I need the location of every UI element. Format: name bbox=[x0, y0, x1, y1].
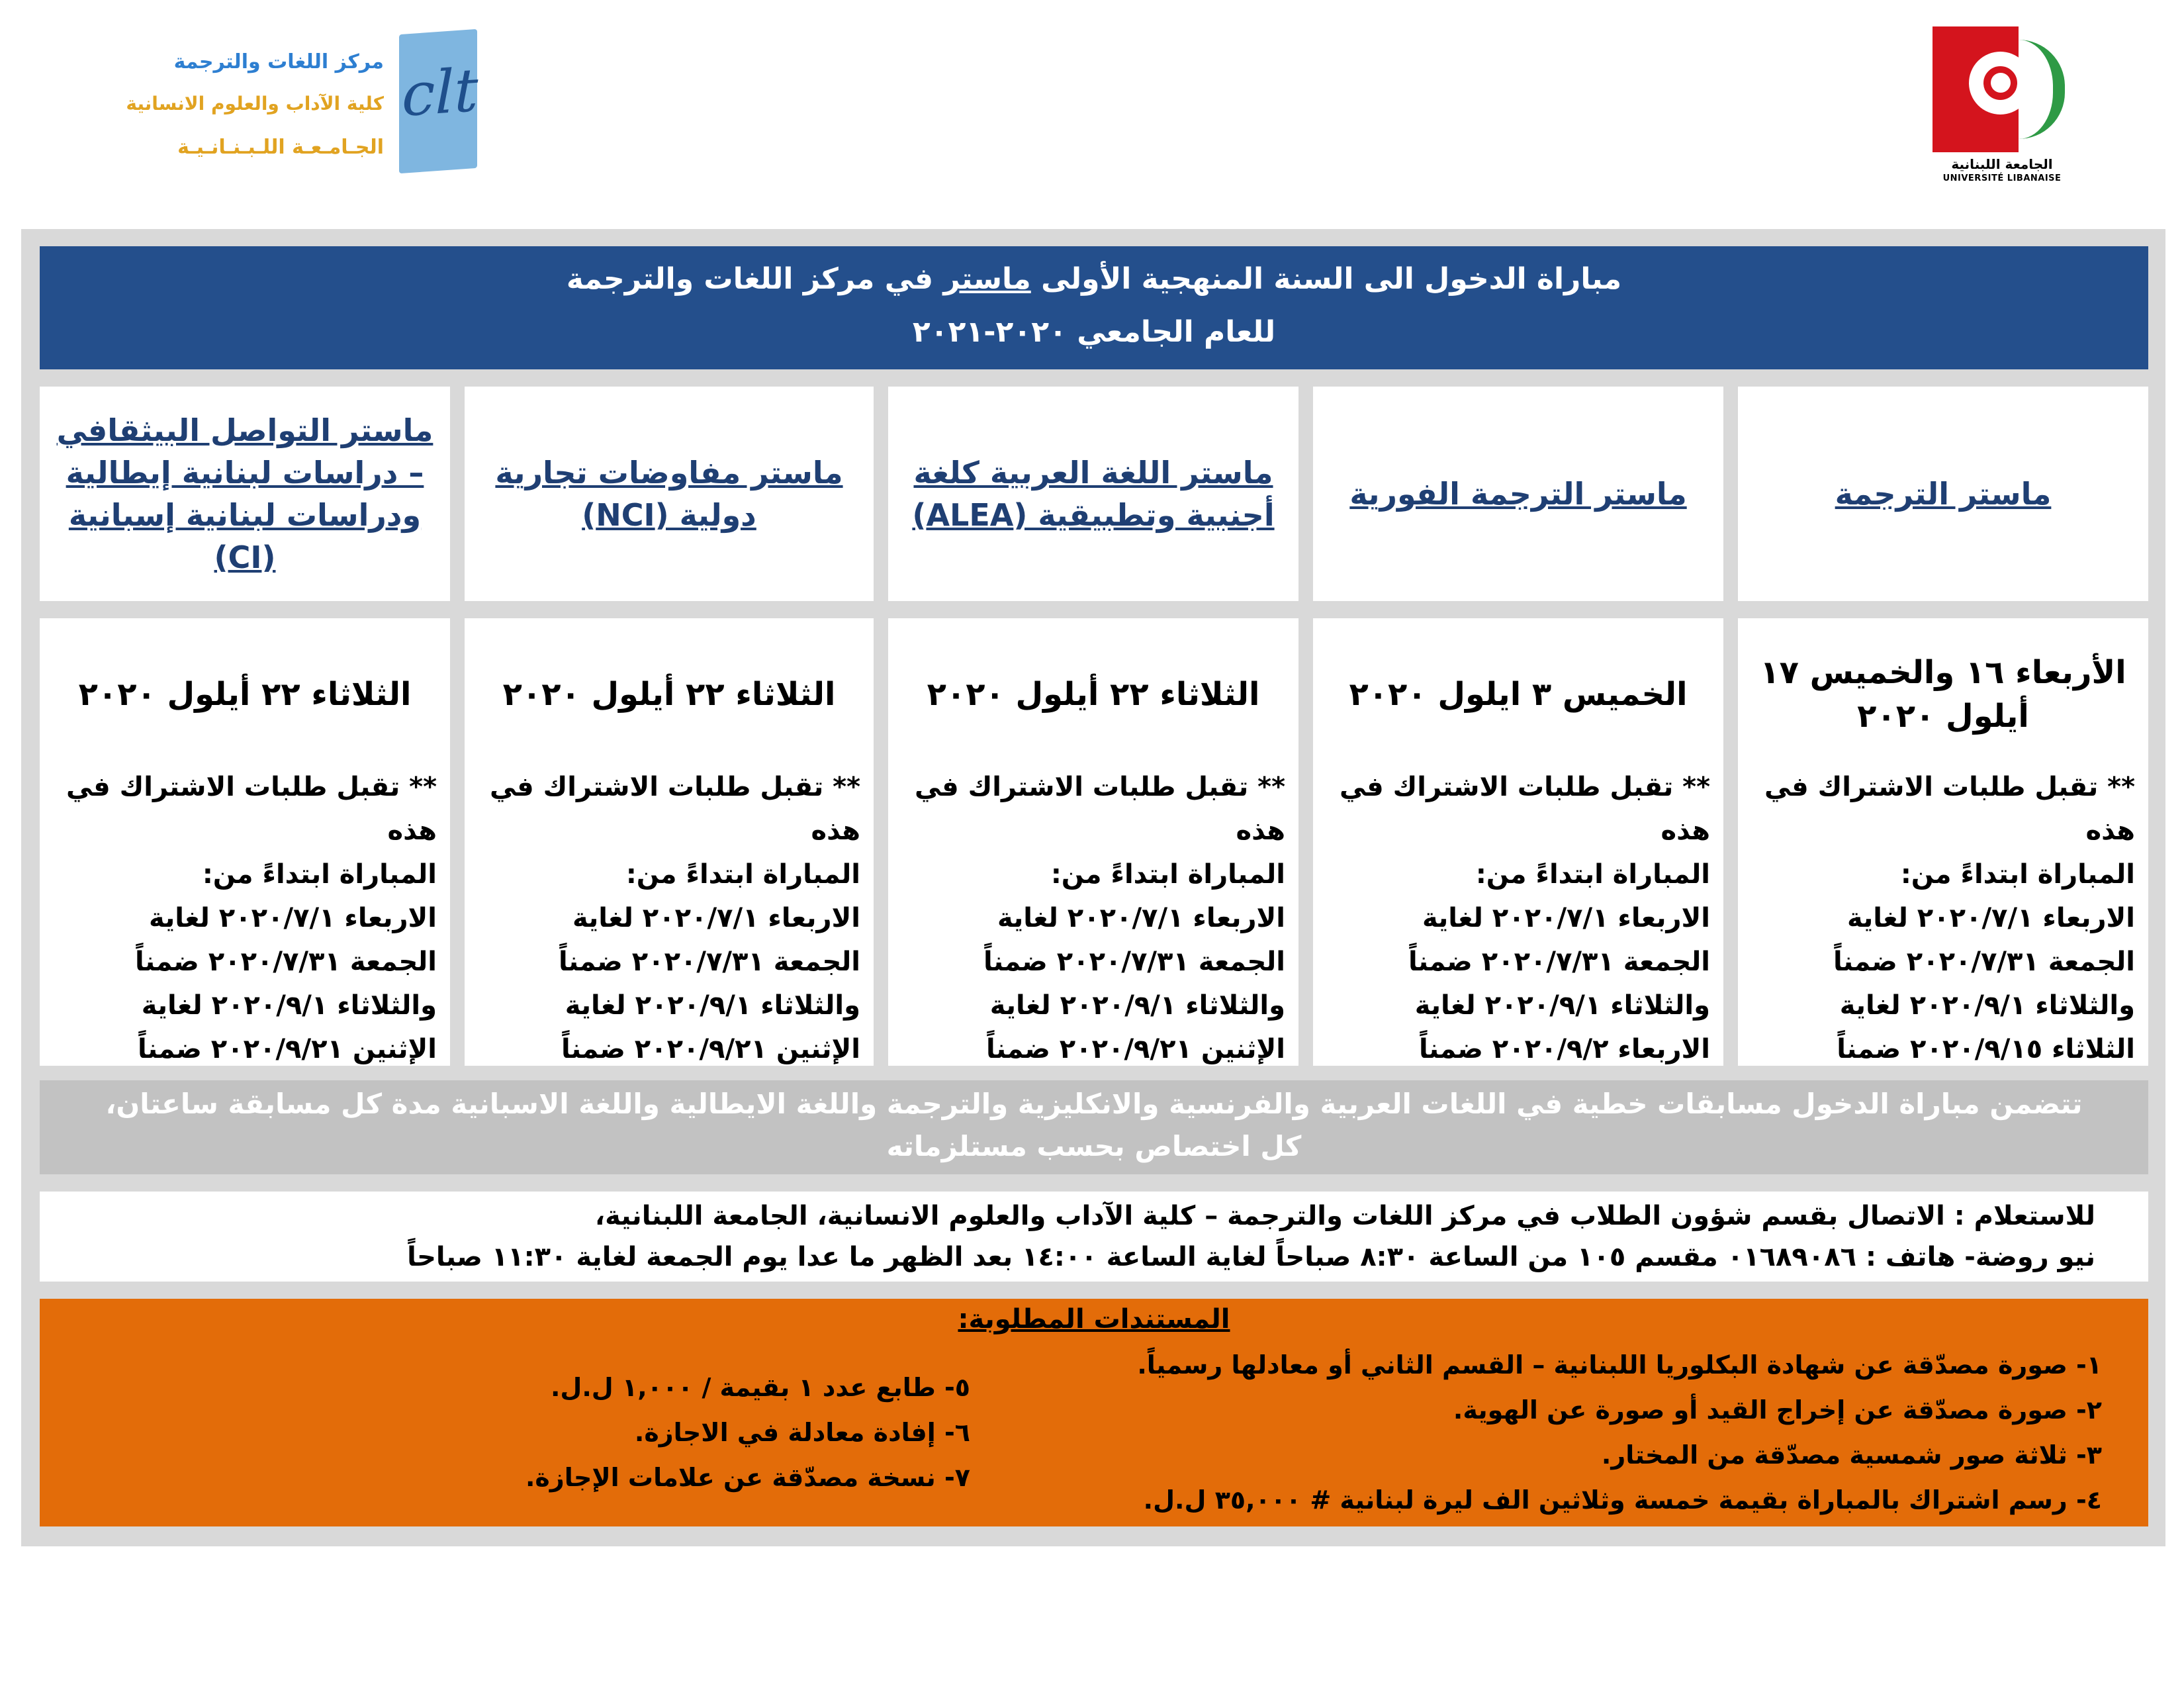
lebanese-university-logo bbox=[1919, 26, 2071, 185]
registration-note: ** تقبل طلبات الاشتراك في هذه المباراة ابتداءً من: الاربعاء ٢٠٢٠/٧/١ لغاية الجمعة ٢٠٢٠/٧/٣١ ضمناً والثلاثاء ٢٠٢٠/٩/١ لغاية الإثنين ٢٠٢٠/٩/٢١ ضمناً bbox=[490, 772, 860, 1064]
program-header-alea: ماستر اللغة العربية كلغة أجنبية وتطبيقية (ALEA) bbox=[888, 387, 1298, 601]
documents-title: المستندات المطلوبة: bbox=[958, 1304, 1230, 1335]
documents-list-left bbox=[242, 1365, 970, 1500]
exam-info-line-1: تتضمن مباراة الدخول مسابقات خطية في اللغات العربية والفرنسية والانكليزية والترجمة واللغة الايطالية واللغة الاسبانية مدة كل مسابقة ساعتان، bbox=[105, 1088, 2083, 1120]
clt-center-name: مركز اللغات والترجمة bbox=[173, 50, 384, 73]
lu-swoosh-icon bbox=[2019, 40, 2065, 139]
registration-note: ** تقبل طلبات الاشتراك في هذه المباراة ابتداءً من: الاربعاء ٢٠٢٠/٧/١ لغاية الجمعة ٢٠٢٠/٧/٣١ ضمناً والثلاثاء ٢٠٢٠/٩/١ لغاية الاربعاء ٢٠٢٠/٩/٢ ضمناً bbox=[1340, 772, 1710, 1064]
title-line-1: مباراة الدخول الى السنة المنهجية الأولى ماستر في مركز اللغات والترجمة bbox=[566, 262, 1622, 296]
contact-line-1: للاستعلام : الاتصال بقسم شؤون الطلاب في مركز اللغات والترجمة – كلية الآداب والعلوم الانسانية، الجامعة اللبنانية، bbox=[594, 1201, 2095, 1231]
clt-faculty-name: كلية الآداب والعلوم الانسانية bbox=[126, 93, 384, 115]
document-item: ٥- طابع عدد ١ بقيمة / ١,٠٠٠ ل.ل. bbox=[550, 1373, 970, 1402]
lu-emblem-icon bbox=[1933, 26, 2019, 152]
exam-date: الأربعاء ١٦ والخميس ١٧ أيلول ٢٠٢٠ bbox=[1760, 654, 2126, 735]
exam-date: الثلاثاء ٢٢ أيلول ٢٠٢٠ bbox=[78, 676, 412, 713]
document-item: ١- صورة مصدّقة عن شهادة البكلوريا اللبنانية – القسم الثاني أو معادلها رسمياً. bbox=[1137, 1350, 2102, 1380]
program-details-alea bbox=[888, 618, 1298, 1066]
exam-info-band bbox=[40, 1080, 2148, 1174]
documents-list-right bbox=[1043, 1342, 2102, 1523]
program-header-translation: ماستر الترجمة bbox=[1738, 387, 2148, 601]
program-details-nci bbox=[465, 618, 874, 1066]
document-item: ٣- ثلاثة صور شمسية مصدّقة من المختار. bbox=[1601, 1440, 2102, 1470]
program-details-interpretation bbox=[1313, 618, 1723, 1066]
title-line-2: للعام الجامعي ٢٠٢٠-٢٠٢١ bbox=[912, 315, 1276, 349]
program-header-ci: ماستر التواصل البيثقافي – دراسات لبنانية إيطالية ودراسات لبنانية إسبانية (CI) bbox=[40, 387, 450, 601]
registration-note: ** تقبل طلبات الاشتراك في هذه المباراة ابتداءً من: الاربعاء ٢٠٢٠/٧/١ لغاية الجمعة ٢٠٢٠/٧/٣١ ضمناً والثلاثاء ٢٠٢٠/٩/١ لغاية الإثنين ٢٠٢٠/٩/٢١ ضمناً bbox=[66, 772, 437, 1064]
registration-note: ** تقبل طلبات الاشتراك في هذه المباراة ابتداءً من: الاربعاء ٢٠٢٠/٧/١ لغاية الجمعة ٢٠٢٠/٧/٣١ ضمناً والثلاثاء ٢٠٢٠/٩/١ لغاية الثلاثاء ٢٠٢٠/٩/١٥ ضمناً bbox=[1764, 772, 2135, 1064]
page-title bbox=[40, 246, 2148, 369]
program-header-nci: ماستر مفاوضات تجارية دولية (NCI) bbox=[465, 387, 874, 601]
clt-logo bbox=[399, 29, 477, 173]
exam-date: الثلاثاء ٢٢ أيلول ٢٠٢٠ bbox=[502, 676, 836, 713]
contact-info bbox=[40, 1192, 2148, 1282]
document-item: ٢- صورة مصدّقة عن إخراج القيد أو صورة عن الهوية. bbox=[1453, 1395, 2102, 1425]
program-details-ci bbox=[40, 618, 450, 1066]
exam-info-line-2: كل اختصاص بحسب مستلزماته bbox=[886, 1130, 1302, 1162]
registration-note: ** تقبل طلبات الاشتراك في هذه المباراة ابتداءً من: الاربعاء ٢٠٢٠/٧/١ لغاية الجمعة ٢٠٢٠/٧/٣١ ضمناً والثلاثاء ٢٠٢٠/٩/١ لغاية الإثنين ٢٠٢٠/٩/٢١ ضمناً bbox=[915, 772, 1285, 1064]
required-documents bbox=[40, 1299, 2148, 1526]
program-details-translation bbox=[1738, 618, 2148, 1066]
exam-date: الثلاثاء ٢٢ أيلول ٢٠٢٠ bbox=[927, 676, 1260, 713]
lu-arabic-name: الجامعة اللبنانية bbox=[1951, 156, 2053, 172]
lu-french-name: UNIVERSITÉ LIBANAISE bbox=[1942, 173, 2062, 183]
document-item: ٧- نسخة مصدّقة عن علامات الإجازة. bbox=[525, 1463, 970, 1492]
exam-date: الخميس ٣ ايلول ٢٠٢٠ bbox=[1349, 676, 1688, 713]
document-item: ٤- رسم اشتراك بالمباراة بقيمة خمسة وثلاثين الف ليرة لبنانية # ٣٥,٠٠٠ ل.ل. bbox=[1143, 1485, 2102, 1515]
clt-university-name: الجـامـعـة اللـبـنـانـيـة bbox=[177, 136, 384, 159]
clt-logo-text: clt bbox=[402, 55, 478, 130]
contact-line-2: نيو روضة- هاتف : ٠١٦٨٩٠٨٦ مقسم ١٠٥ من الساعة ٨:٣٠ صباحاً لغاية الساعة ١٤:٠٠ بعد الظهر ما عدا يوم الجمعة لغاية ١١:٣٠ صباحاً bbox=[407, 1242, 2095, 1272]
program-header-interpretation: ماستر الترجمة الفورية bbox=[1313, 387, 1723, 601]
document-item: ٦- إفادة معادلة في الاجازة. bbox=[634, 1418, 970, 1447]
